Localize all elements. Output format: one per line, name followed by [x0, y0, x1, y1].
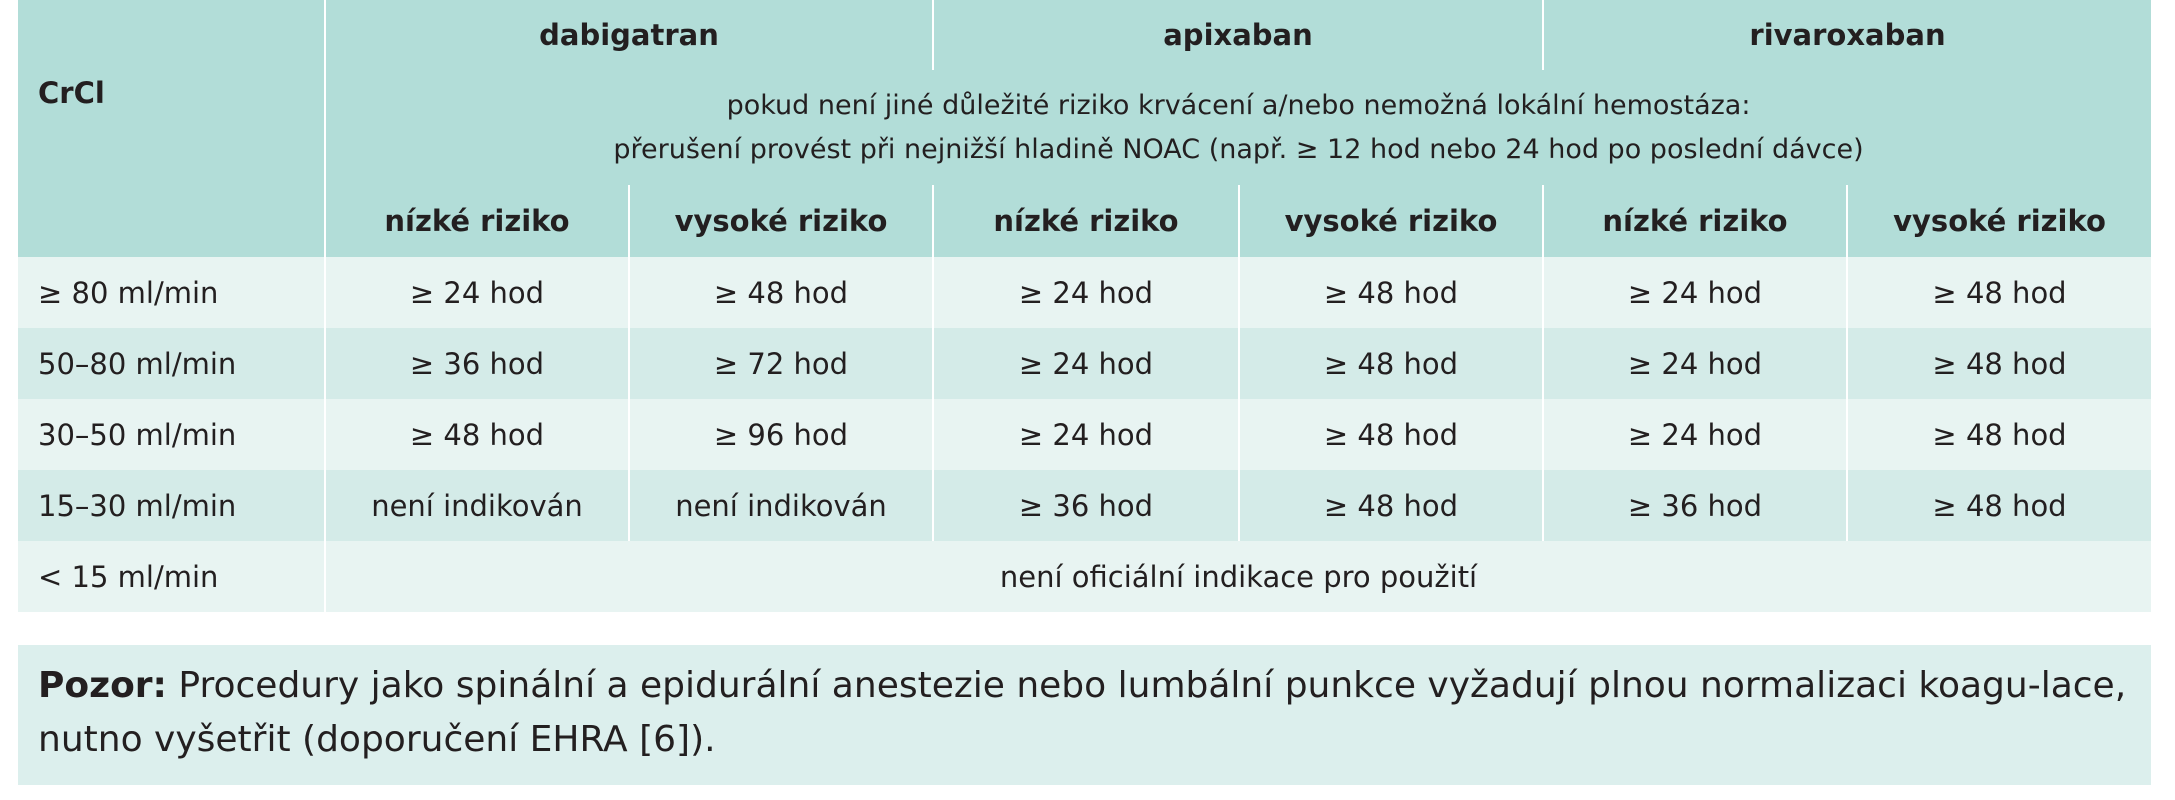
- table-cell: není indikován: [324, 470, 628, 541]
- risk-label: nízké riziko: [932, 185, 1238, 257]
- crcl-value: 30–50 ml/min: [18, 399, 324, 470]
- interruption-note-line1: pokud není jiné důležité riziko krvácení a/nebo nemožná lokální hemostáza:: [726, 89, 1751, 121]
- table-cell: ≥ 48 hod: [1238, 470, 1542, 541]
- warning-note-text: Procedury jako spinální a epidurální anestezie nebo lumbální punkce vyžadují plnou normalizaci koagu-lace, nutno vyšetřit (doporučení EHRA [6]).: [38, 665, 2127, 760]
- table-row: [18, 328, 2151, 399]
- table-cell: ≥ 24 hod: [1542, 328, 1846, 399]
- table-cell: ≥ 24 hod: [324, 257, 628, 328]
- warning-note: [38, 659, 2128, 767]
- table-cell: ≥ 48 hod: [628, 257, 932, 328]
- crcl-value: 50–80 ml/min: [18, 328, 324, 399]
- table-row: [18, 541, 2151, 612]
- table-row: [18, 470, 2151, 541]
- risk-label: nízké riziko: [324, 185, 628, 257]
- crcl-value: 15–30 ml/min: [18, 470, 324, 541]
- interruption-note-line2: přerušení provést při nejnižší hladině NOAC (např. ≥ 12 hod nebo 24 hod po poslední dávce): [613, 133, 1864, 165]
- interruption-note: [324, 70, 2151, 185]
- table-cell: ≥ 48 hod: [324, 399, 628, 470]
- table-cell: ≥ 48 hod: [1846, 470, 2151, 541]
- warning-note-box: [18, 645, 2151, 785]
- table-cell: ≥ 48 hod: [1846, 328, 2151, 399]
- table-cell: ≥ 24 hod: [932, 328, 1238, 399]
- drug-header-apixaban: apixaban: [932, 0, 1542, 70]
- crcl-header: CrCl: [18, 0, 324, 185]
- warning-note-label: Pozor:: [38, 665, 167, 706]
- table-cell: ≥ 24 hod: [1542, 399, 1846, 470]
- dosing-table-container: [18, 0, 2151, 612]
- crcl-header-spacer: [18, 185, 324, 257]
- drug-header-dabigatran: dabigatran: [324, 0, 932, 70]
- table-cell: ≥ 48 hod: [1238, 328, 1542, 399]
- not-indicated-cell: není oficiální indikace pro použití: [324, 541, 2151, 612]
- risk-label: vysoké riziko: [1846, 185, 2151, 257]
- table-cell: ≥ 48 hod: [1238, 399, 1542, 470]
- table-cell: ≥ 48 hod: [1238, 257, 1542, 328]
- table-cell: ≥ 36 hod: [324, 328, 628, 399]
- table-cell: ≥ 48 hod: [1846, 399, 2151, 470]
- risk-label: nízké riziko: [1542, 185, 1846, 257]
- drug-header-rivaroxaban: rivaroxaban: [1542, 0, 2151, 70]
- risk-label: vysoké riziko: [628, 185, 932, 257]
- table-cell: ≥ 24 hod: [932, 399, 1238, 470]
- risk-label: vysoké riziko: [1238, 185, 1542, 257]
- table-row: [18, 399, 2151, 470]
- noac-interruption-table: [18, 0, 2151, 612]
- table-cell: ≥ 48 hod: [1846, 257, 2151, 328]
- table-cell: ≥ 72 hod: [628, 328, 932, 399]
- crcl-value: < 15 ml/min: [18, 541, 324, 612]
- table-cell: ≥ 36 hod: [932, 470, 1238, 541]
- crcl-value: ≥ 80 ml/min: [18, 257, 324, 328]
- table-cell: ≥ 36 hod: [1542, 470, 1846, 541]
- table-cell: ≥ 96 hod: [628, 399, 932, 470]
- table-cell: ≥ 24 hod: [1542, 257, 1846, 328]
- table-cell: ≥ 24 hod: [932, 257, 1238, 328]
- table-row: [18, 257, 2151, 328]
- table-cell: není indikován: [628, 470, 932, 541]
